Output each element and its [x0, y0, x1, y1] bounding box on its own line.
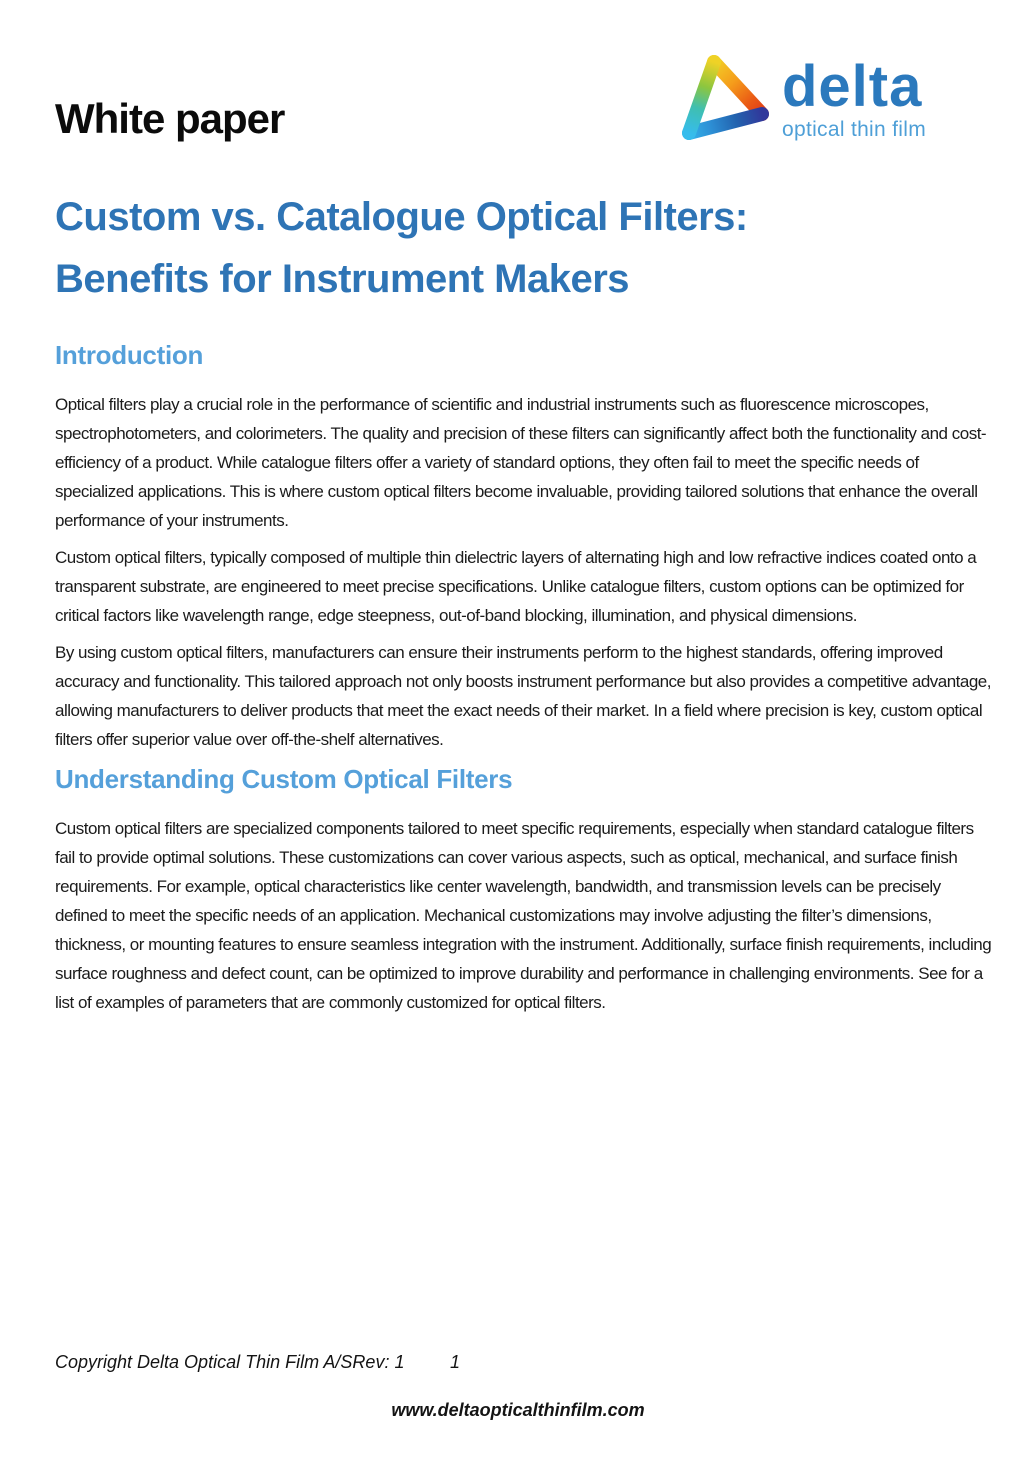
document-title	[55, 186, 995, 310]
body-paragraph: By using custom optical filters, manufacturers can ensure their instruments perform to the highest standards, offering improved accuracy and functionality. This tailored approach not only boosts instrument performance but also provides a competitive advantage, allowing manufacturers to deliver products that meet the exact needs of their market. In a field where precision is key, custom optical filters offer superior value over off-the-shelf alternatives.	[55, 643, 991, 749]
page-footer	[55, 1350, 981, 1374]
company-logo	[676, 52, 926, 148]
body-paragraph: Custom optical filters are specialized components tailored to meet specific requirements, especially when standard catalogue filters fail to provide optimal solutions. These customizations can cover various aspects, such as optical, mechanical, and surface finish requirements. For example, optical characteristics like center wavelength, bandwidth, and transmission levels can be precisely defined to meet the specific needs of an application. Mechanical customizations may involve adjusting the filter’s dimensions, thickness, or mounting features to ensure seamless integration with the instrument. Additionally, surface finish requirements, including surface roughness and defect count, can be optimized to improve durability and performance in challenging environments. See for a list of examples of parameters that are commonly customized for optical filters.	[55, 819, 992, 1012]
website-url: www.deltaopticalthinfilm.com	[391, 1400, 645, 1420]
logo-tagline: optical thin film	[782, 118, 926, 141]
doc-type-label: White paper	[55, 95, 285, 142]
document-title-line-2: Benefits for Instrument Makers	[55, 257, 630, 301]
body-paragraph: Custom optical filters, typically composed of multiple thin dielectric layers of alternating high and low refractive indices coated onto a transparent substrate, are engineered to meet precise specifications. Unlike catalogue filters, custom options can be optimized for critical factors like wavelength range, edge steepness, out-of-band blocking, illumination, and physical dimensions.	[55, 548, 977, 625]
body-paragraph: Optical filters play a crucial role in the performance of scientific and industrial instruments such as fluorescence microscopes, spectrophotometers, and colorimeters. The quality and precision of these filters can significantly affect both the functionality and cost-efficiency of a product. While catalogue filters offer a variety of standard options, they often fail to meet the specific needs of specialized applications. This is where custom optical filters become invaluable, providing tailored solutions that enhance the overall performance of your instruments.	[55, 395, 987, 530]
document-title-line-1: Custom vs. Catalogue Optical Filters:	[55, 195, 748, 239]
logo-wordmark: delta	[782, 54, 923, 119]
section-heading-understanding-custom-optical-filters: Understanding Custom Optical Filters	[55, 764, 513, 794]
section-heading-introduction: Introduction	[55, 340, 204, 370]
delta-triangle-icon	[676, 52, 778, 148]
page-number: 1	[450, 1352, 461, 1372]
logo-text	[782, 54, 926, 141]
document-body	[55, 186, 995, 1017]
copyright-text: Copyright Delta Optical Thin Film A/SRev: 1	[55, 1352, 405, 1372]
